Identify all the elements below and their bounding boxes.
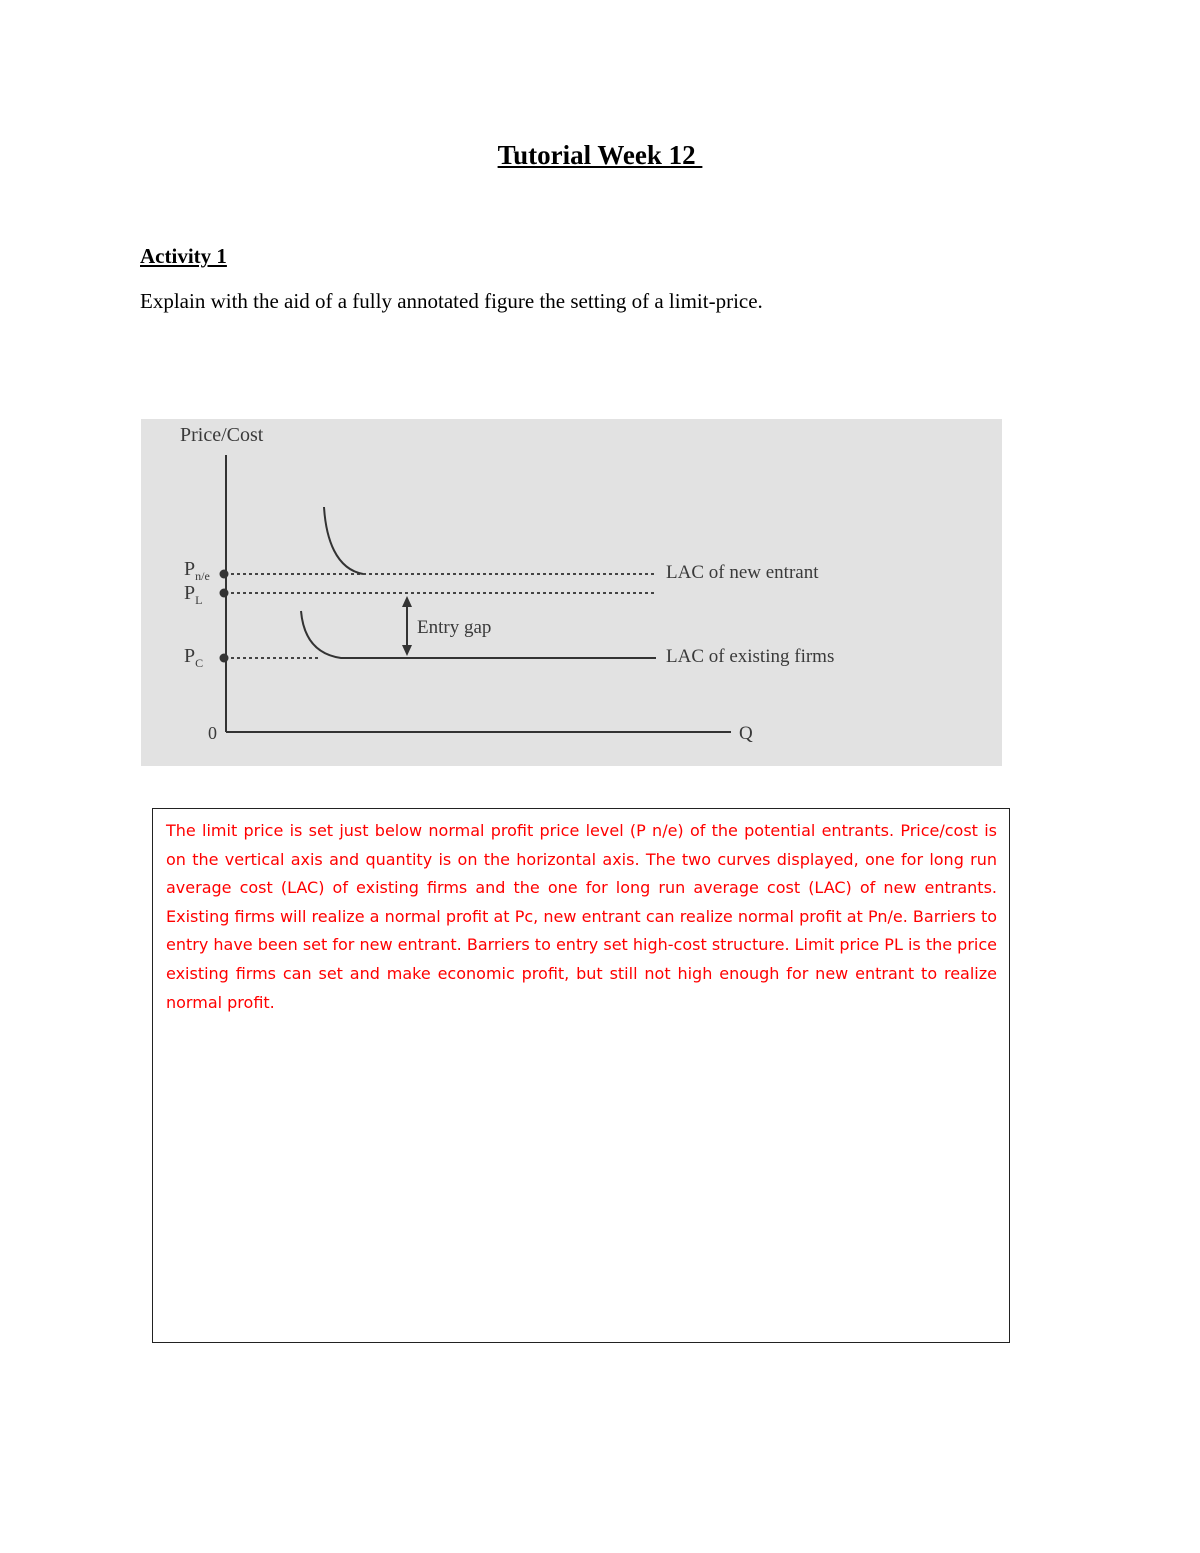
page-title: Tutorial Week 12 [497,140,703,170]
entry-gap-arrowhead-up [402,596,412,607]
lac-new-entrant-label: LAC of new entrant [666,562,819,583]
p-c-label: $P_C$ [184,645,204,670]
origin-label: 0 [208,723,217,743]
answer-box [152,808,1010,1343]
lac-existing-firms-label: LAC of existing firms [666,646,835,667]
entry-gap-label: Entry gap [417,617,492,638]
limit-price-figure [141,419,1002,766]
y-axis-label: Price/Cost [180,424,264,446]
p-ne-label: $P_{n/e}$ [184,558,210,583]
entry-gap-arrowhead-down [402,645,412,656]
p-l-point [220,589,229,598]
p-l-label: $P_L$ [184,582,203,607]
activity-heading: Activity 1 [140,244,227,268]
p-c-point [220,654,229,663]
activity-prompt: Explain with the aid of a fully annotated figure the setting of a limit-price. [140,289,763,313]
answer-text: The limit price is set just below normal profit price level (P n/e) of the potential entrants. Price/cost is on the vertical axis and quantity is on the horizontal axis. The two curves displayed, one for long run average cost (LAC) of existing firms and the one for long run average cost (LAC) of new entrants. Existing firms will realize a normal profit at Pc, new entrant can realize normal profit at Pn/e. Barriers to entry have been set for new entrant. Barriers to entry set high-cost structure. Limit price PL is the price existing firms can set and make economic profit, but still not high enough for new entrant to realize normal profit. [166,821,997,1012]
p-ne-point [220,570,229,579]
lac-new-entrant-curve [324,507,363,574]
x-axis-label: Q [739,723,753,744]
limit-price-diagram [141,419,1002,766]
